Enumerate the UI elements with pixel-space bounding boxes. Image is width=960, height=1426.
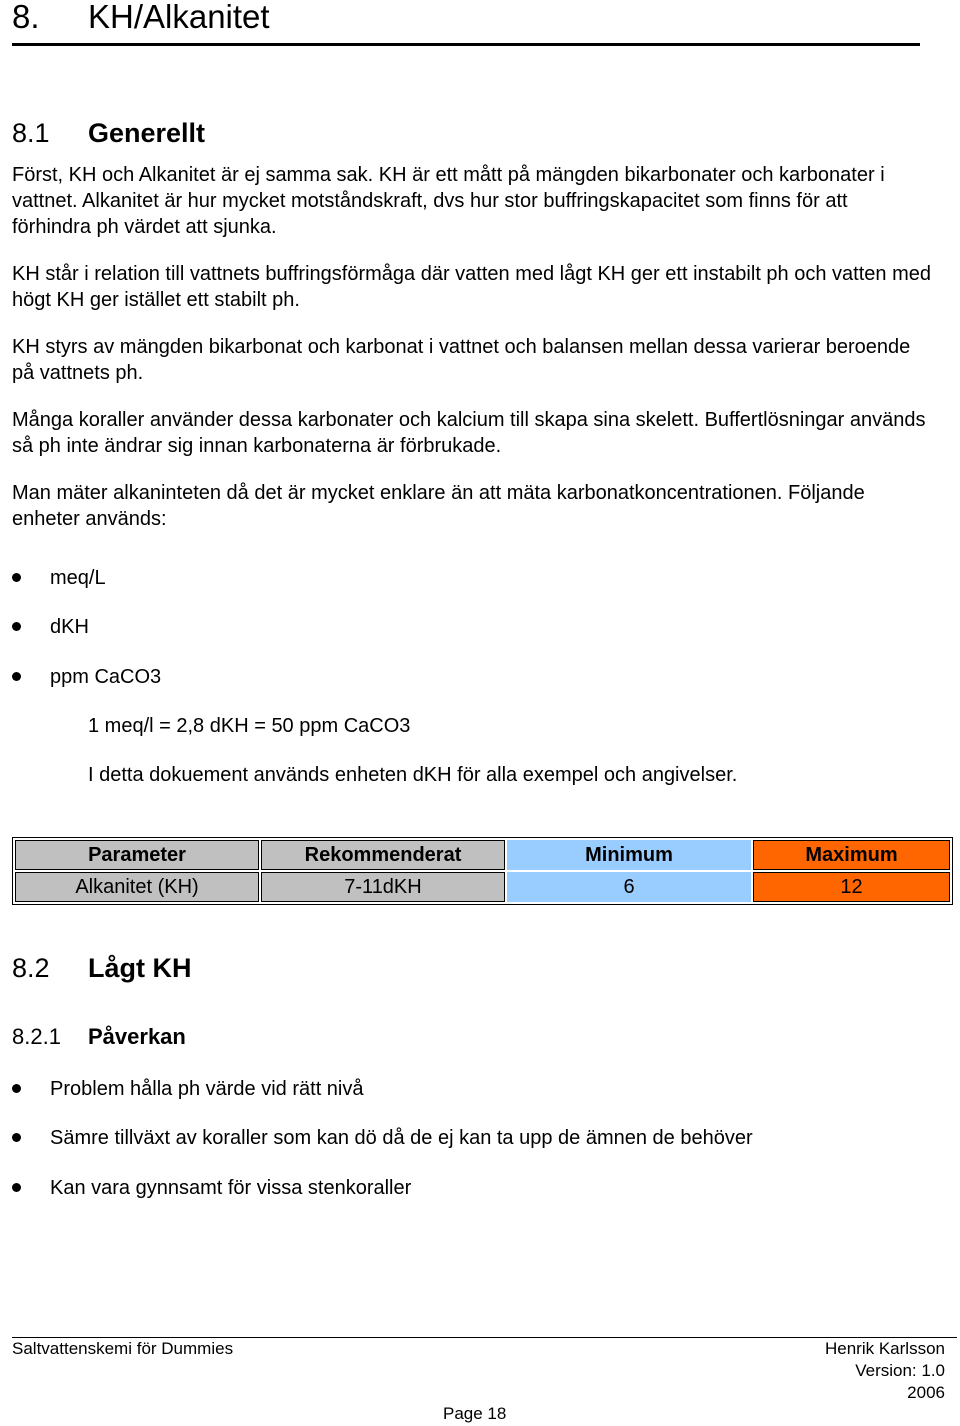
list-item-label: Problem hålla ph värde vid rätt nivå	[50, 1078, 364, 1100]
chapter-title: KH/Alkanitet	[88, 0, 270, 35]
table-cell: 12	[753, 872, 950, 902]
bullet-icon	[12, 672, 21, 681]
subsection-heading-paverkan	[12, 1024, 186, 1050]
bullet-icon	[12, 1133, 21, 1142]
list-item-label: meq/L	[50, 567, 106, 589]
unit-note: I detta dokuement används enheten dKH för alla exempel och angivelser.	[88, 764, 738, 786]
section-title: Generellt	[88, 118, 206, 148]
subsection-title: Påverkan	[88, 1024, 186, 1049]
footer-document-title: Saltvattenskemi för Dummies	[12, 1339, 234, 1358]
paragraph: Först, KH och Alkanitet är ej samma sak. KH är ett mått på mängden bikarbonater och karbonater i vattnet. Alkanitet är hur mycket motståndskraft, dvs hur stor buffringskapacitet som finns för att förhindra ph värdet att sjunka.	[12, 164, 885, 238]
list-item-label: ppm CaCO3	[50, 666, 162, 688]
paragraph: Många koraller använder dessa karbonater och kalcium till skapa sina skelett. Buffertlösningar används så ph inte ändrar sig innan karbonaterna är förbrukade.	[12, 409, 926, 457]
chapter-number: 8.	[12, 0, 40, 35]
section-title: Lågt KH	[88, 953, 192, 983]
table-row	[15, 872, 950, 902]
footer-year: 2006	[907, 1383, 945, 1402]
table-cell: Alkanitet (KH)	[15, 872, 259, 902]
conversion-line: 1 meq/l = 2,8 dKH = 50 ppm CaCO3	[88, 715, 411, 737]
table-cell: 7-11dKH	[261, 872, 505, 902]
list-item-label: Kan vara gynnsamt för vissa stenkoraller	[50, 1177, 412, 1199]
footer-rule	[12, 1337, 957, 1338]
section-number: 8.1	[12, 118, 50, 148]
footer-version: Version: 1.0	[855, 1361, 945, 1380]
bullet-icon	[12, 573, 21, 582]
chapter-heading	[12, 0, 270, 36]
paragraph: KH står i relation till vattnets buffringsförmåga där vatten med lågt KH ger ett instabilt ph och vatten med högt KH ger istället ett stabilt ph.	[12, 263, 931, 311]
kh-parameter-table	[12, 837, 953, 905]
footer-author: Henrik Karlsson	[825, 1339, 945, 1358]
table-header-cell: Parameter	[15, 840, 259, 870]
table-header-cell: Minimum	[507, 840, 751, 870]
paragraph: Man mäter alkaninteten då det är mycket enklare än att mäta karbonatkoncentrationen. Följande enheter används:	[12, 482, 865, 530]
chapter-rule	[12, 43, 920, 46]
bullet-icon	[12, 1084, 21, 1093]
bullet-icon	[12, 622, 21, 631]
list-item-label: dKH	[50, 616, 89, 638]
section-heading-generellt	[12, 118, 205, 149]
paragraph: KH styrs av mängden bikarbonat och karbonat i vattnet och balansen mellan dessa varierar beroende på vattnets ph.	[12, 336, 911, 384]
subsection-number: 8.2.1	[12, 1024, 61, 1049]
section-heading-lagt-kh	[12, 953, 192, 984]
table-header-row	[15, 840, 950, 870]
list-item-label: Sämre tillväxt av koraller som kan dö då de ej kan ta upp de ämnen de behöver	[50, 1127, 753, 1149]
table-header-cell: Rekommenderat	[261, 840, 505, 870]
table-cell: 6	[507, 872, 751, 902]
section-number: 8.2	[12, 953, 50, 983]
table-header-cell: Maximum	[753, 840, 950, 870]
footer-page-number: Page 18	[443, 1404, 507, 1423]
bullet-icon	[12, 1183, 21, 1192]
